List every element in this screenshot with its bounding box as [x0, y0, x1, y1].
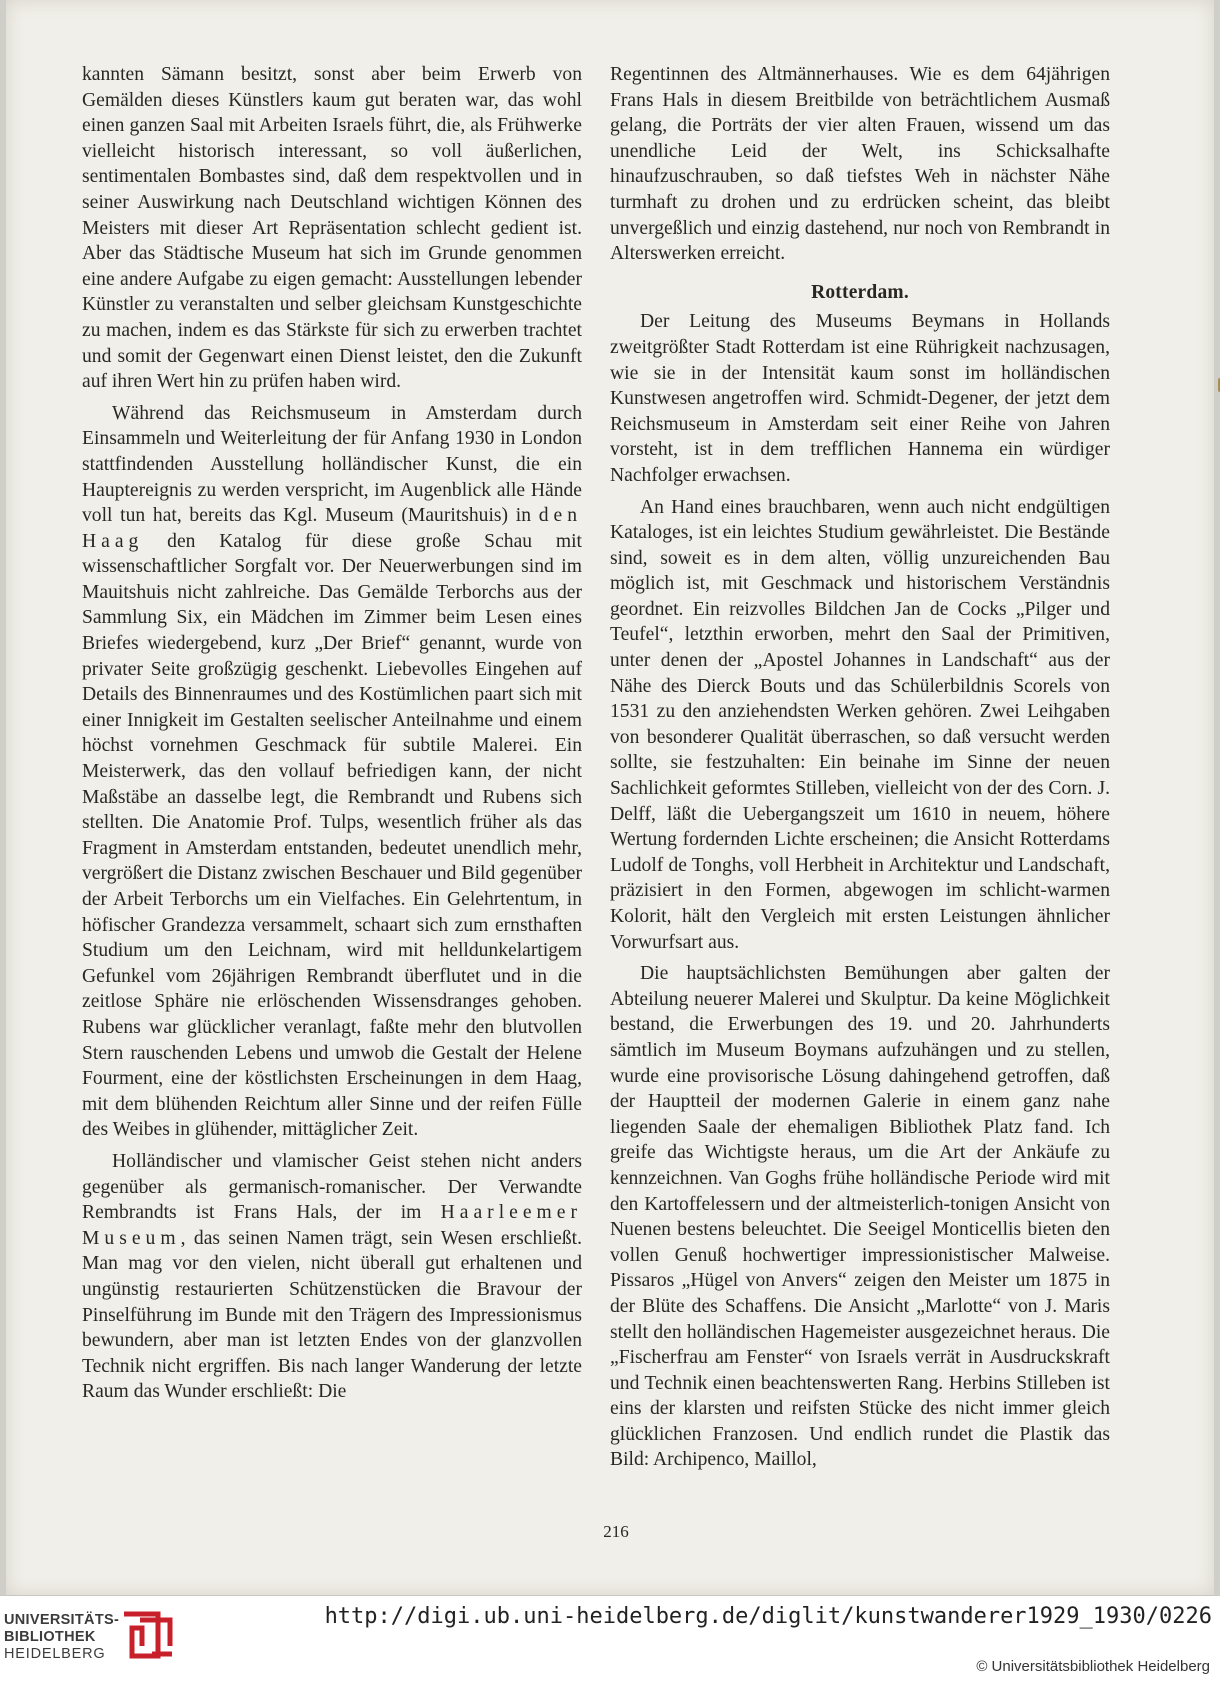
right-column [610, 62, 1110, 1473]
text-run: , das seinen Namen trägt, sein Wesen erschließt. Man mag vor den vielen, nicht überall gut erhaltenen und ungünstig restaurierten Schützenstücken die Bravour der Pinselführung im Bunde mit den Trägern des Impressionismus bewundern, aber man ist letzten Endes von der glanzvollen Technik nicht ergriffen. Bis nach langer Wanderung der letzte Raum das Wunder erschließt: Die [82, 1227, 582, 1403]
paragraph: kannten Sämann besitzt, sonst aber beim Erwerb von Gemälden dieses Künstlers kaum gut beraten war, das wohl einen ganzen Saal mit Arbeiten Israels führt, die, als Frühwerke vielleicht historisch interessant, so voll äußerlichen, sentimentalen Bombastes sind, daß dem respektvollen und in seiner Auswirkung nach Deutschland wichtigen Können des Meisters mit dieser Art Repräsentation schlecht gedient ist. Aber das Städtische Museum hat sich im Grunde genommen eine andere Aufgabe zu eigen gemacht: Ausstellungen lebender Künstler zu veranstalten und selber gleichsam Kunstgeschichte zu machen, indem es das Stärkste für sich zu erwerben trachtet und somit der Gegenwart einen Dienst leistet, den die Zukunft auf ihren Wert hin zu prüfen haben wird. [82, 64, 582, 393]
spaced-text: Haarleemer Museum [82, 1202, 582, 1249]
page-number: 216 [603, 1522, 629, 1541]
library-logo-text [4, 1612, 119, 1663]
paragraph: Der Leitung des Museums Beymans in Hollands zweitgrößter Stadt Rotterdam ist eine Rührigkeit nachzusagen, wie sie in der Intensität kaum sonst im holländischen Kunstwesen angetroffen wird. Schmidt-Degener, der jetzt dem Reichsmuseum in Amsterdam seit einer Reihe von Jahren vorsteht, ist in dem trefflichen Hannema ein würdiger Nachfolger erwachsen. [610, 311, 1110, 486]
logo-line: HEIDELBERG [4, 1646, 106, 1662]
library-logo-icon [118, 1606, 178, 1666]
logo-line: UNIVERSITÄTS- [4, 1612, 120, 1628]
paragraph: Regentinnen des Altmännerhauses. Wie es dem 64jährigen Frans Hals in diesem Breitbilde von beträchtlichem Ausmaß gelang, die Porträts der vier alten Frauen, wissend um das unendliche Leid der Welt, ins Schicksalhafte hinaufzuschrauben, so daß tiefstes Weh in nächster Nähe turmhaft zu drohen und zu erdrücken scheint, das bleibt unvergeßlich und einzig dastehend, nur noch von Rembrandt in Alterswerken erreicht. [610, 64, 1110, 265]
paragraph [82, 1149, 582, 1405]
scanned-page [6, 0, 1214, 1595]
logo-line: BIBLIOTHEK [4, 1629, 96, 1645]
spaced-text: den Haag [82, 505, 582, 552]
paragraph: An Hand eines brauchbaren, wenn auch nicht endgültigen Kataloges, ist ein leichtes Studium gewährleistet. Die Bestände sind, soweit es in dem alten, völlig unzureichenden Bau möglich ist, mit Geschmack und historischem Verständnis geordnet. Ein reizvolles Bildchen Jan de Cocks „Pilger und Teufel“, letzthin erworben, mehrt den Saal der Primitiven, unter denen der „Apostel Johannes in Landschaft“ aus der Nähe des Dierck Bouts und das Schülerbildnis Scorels von 1531 zu den anziehendsten Werken gehören. Zwei Leihgaben von besonderer Qualität überraschen, so daß versucht werden sollte, sie festzuhalten: Ein beinahe im Sinne der neuen Sachlichkeit geformtes Stilleben, vielleicht von der des Corn. J. Delff, läßt die Uebergangszeit um 1610 in neuem, höhere Wertung fordernden Lichte erscheinen; die Ansicht Rotterdams Ludolf de Tonghs, voll Herbheit in Architektur und Landschaft, präzisiert in den Formen, abgewogen im schlicht-warmen Kolorit, hält den Vergleich mit ersten Leistungen ähnlicher Vorwurfsart aus. [610, 496, 1110, 953]
section-heading: Rotterdam. [811, 281, 909, 303]
text-run: Holländischer und vlamischer Geist stehen nicht anders gegenüber als germanisch-romanischer. Der Verwandte Rembrandts ist Frans Hals, der im [82, 1150, 582, 1224]
footer-bar [0, 1595, 1220, 1693]
copyright-notice: © Universitätsbibliothek Heidelberg [976, 1658, 1210, 1675]
text-run: den Katalog für diese große Schau mit wissenschaftlicher Sorgfalt vor. Der Neuerwerbungen sind im Mauitshuis nicht zahlreiche. Das Gemälde Terborchs aus der Sammlung Six, ein Mädchen im Zimmer beim Lesen eines Briefes wiedergebend, kurz „Der Brief“ genannt, wurde von privater Seite großzügig geschenkt. Liebevolles Eingehen auf Details des Binnenraumes und des Kostümlichen paart sich mit einer Innigkeit im Gestalten seelischer Anteilnahme und einem höchst vornehmen Geschmack für subtile Malerei. Ein Meisterwerk, das den vollauf befriedigen kann, der nicht Maßstäbe an dasselbe legt, die Rembrandt und Rubens sich stellten. Die Anatomie Prof. Tulps, wesentlich früher als das Fragment in Amsterdam entstanden, bedeutet unendlich mehr, vergrößert die Distanz zwischen Beschauer und Bild gegenüber der Arbeit Terborchs um ein Vielfaches. Ein Gelehrtentum, in höfischer Grandezza versammelt, schaart sich zum ernsthaften Studium um den Leichnam, wird mit helldunkelartigem Gefunkel vom 26jährigen Rembrandt überflutet und in die zeitlose Sphäre nie erlöschenden Wissensdranges gehoben. Rubens war glücklicher veranlagt, faßte mehr den blutvollen Stern rauschenden Lebens und umwob die Gestalt der Helene Fourment, eine der köstlichsten Erscheinungen in dem Haag, mit dem blühenden Reichtum aller Sinne und der reifen Fülle des Weibes in glühender, mittäglicher Zeit. [82, 530, 582, 1141]
text-run: Während das Reichsmuseum in Amsterdam durch Einsammeln und Weiterleitung der für Anfang 1930 in London stattfindenden Ausstellung holländischer Kunst, die ein Hauptereignis zu werden verspricht, im Augenblick alle Hände voll tun hat, bereits das Kgl. Museum (Mauritshuis) in [82, 402, 582, 527]
paragraph [82, 401, 582, 1143]
left-column [82, 62, 582, 1405]
paragraph: Die hauptsächlichsten Bemühungen aber galten der Abteilung neuerer Malerei und Skulptur. Da keine Möglichkeit bestand, die Erwerbungen des 19. und 20. Jahrhunderts sämtlich im Museum Boymans aufzuhängen und zu stellen, wurde eine provisorische Lösung dahingehend getroffen, daß der Hauptteil der modernen Galerie in einem ganz nahe liegenden Saale der ehemaligen Bibliothek Platz fand. Ich greife das Wichtigste heraus, um die Art der Ankäufe zu kennzeichnen. Van Goghs frühe holländische Periode wird mit den Kartoffelessern und der altmeisterlich-tonigen Ansicht von Nuenen bestens beleuchtet. Die Seeigel Monticellis bieten den vollen Genuß hochwertiger impressionistischer Malweise. Pissaros „Hügel von Anvers“ zeigen den Meister um 1875 in der Blüte des Schaffens. Die Ansicht „Marlotte“ von J. Maris stellt den holländischen Hagemeister ausgezeichnet heraus. Die „Fischerfrau am Fenster“ von Israels verrät in Ausdruckskraft und Technik einen beachtenswerten Rang. Herbins Stilleben ist eins der klarsten und reifsten Stücke des nicht immer gleich glücklichen Franzosen. Und endlich rundet die Plastik das Bild: Archipenco, Maillol, [610, 963, 1110, 1471]
permalink-url[interactable]: http://digi.ub.uni-heidelberg.de/diglit/kunstwanderer1929_1930/0226 [324, 1604, 1212, 1629]
